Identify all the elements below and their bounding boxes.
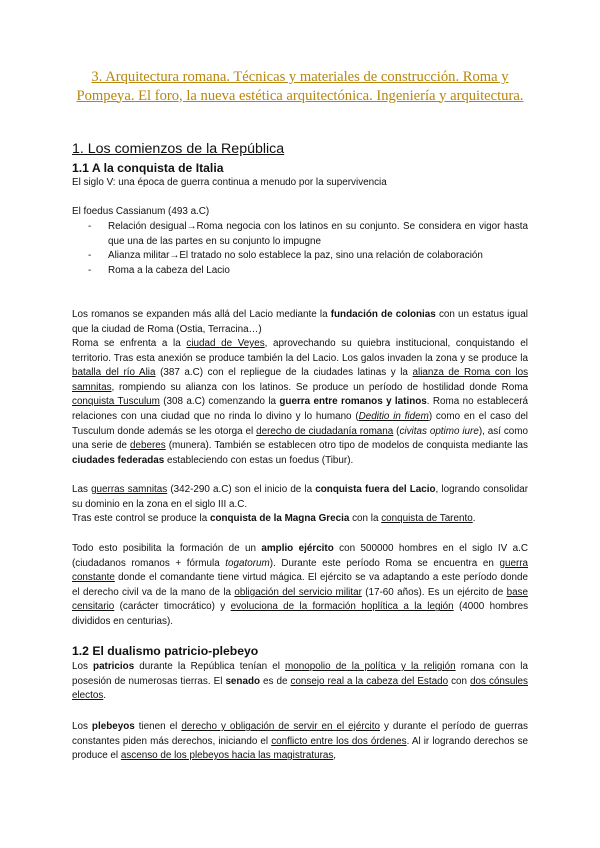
ejercito-paragraph: Todo esto posibilita la formación de un amplio ejército con 500000 hombres en el siglo IV a.C (ciudadanos romanos + fórmula togatorum). Durante este período Roma se encuentra en guerra constante donde el comandante tiene virtud mágica. El ejército se va adaptando a este período donde el derecho civil va de la mano de la obligación del servicio militar (17-60 años). Es un ejército de base censitario (carácter timocrático) y evoluciona de la formación hoplítica a la legión (4000 hombres divididos en centurias). [72,543,529,627]
document-title: 3. Arquitectura romana. Técnicas y materiales de construcción. Roma y Pompeya. El foro, la nueva estética arquitectónica. Ingeniería y arquitectura. [76,69,524,104]
list-item: - Relación desigual→Roma negocia con los latinos en su conjunto. Se considera en vigor hasta que una de las partes en su conjunto lo impugne [88,220,528,249]
colonias-paragraph: Los romanos se expanden más allá del Lacio mediante la fundación de colonias con un estatus igual que la ciudad de Roma (Ostia, Terracina…) [72,309,528,335]
list-item: - Alianza militar→El tratado no solo establece la paz, sino una relación de colaboración [88,249,528,264]
foedus-list [88,220,528,278]
intro-paragraph: El siglo V: una época de guerra continua a menudo por la supervivencia [72,177,387,188]
list-item: - Roma a la cabeza del Lacio [88,264,528,279]
patricios-paragraph: Los patricios durante la República tenían el monopolio de la política y la religión romana con la posesión de numerosas tierras. El senado es de consejo real a la cabeza del Estado con dos cónsules electos. [72,661,528,702]
subsection-heading-conquista: 1.1 A la conquista de Italia [72,161,224,175]
samnitas-paragraph: Las guerras samnitas (342-290 a.C) son el inicio de la conquista fuera del Lacio, logrando consolidar su dominio en la zona en el siglo III a.C. [72,484,528,510]
plebeyos-paragraph: Los plebeyos tienen el derecho y obligación de servir en el ejército y durante el período de guerras constantes piden más derechos, iniciando el conflicto entre los dos órdenes. Al ir logrando derechos se produce el ascenso de los plebeyos hacia las magistraturas, [72,721,528,762]
section-heading: 1. Los comienzos de la República [72,141,285,157]
veyes-paragraph: Roma se enfrenta a la ciudad de Veyes, aprovechando su quiebra institucional, conquistando el territorio. Tras esta anexión se produce también la del Lacio. Los galos invaden la zona y se produce la batalla del río Alia (387 a.C) con el repliegue de la ciudades latinas y la alianza de Roma con los samnitas, rompiendo su alianza con los latinos. Se produce un período de hostilidad donde Roma conquista Tusculum (308 a.C) comenzando la guerra entre romanos y latinos. Roma no establecerá relaciones con una ciudad que no rinda lo divino y lo humano (Deditio in fidem) como en el caso del Tusculum donde además se les otorga el derecho de ciudadanía romana (civitas optimo iure), así como una serie de deberes (munera). También se establecen otro tipo de modelos de conquista mediante las ciudades federadas estableciendo con estas un foedus (Tibur). [72,338,529,466]
foedus-paragraph: El foedus Cassianum (493 a.C) [72,206,210,217]
subsection-heading-dualismo: 1.2 El dualismo patricio-plebeyo [72,644,259,658]
magna-grecia-paragraph: Tras este control se produce la conquista de la Magna Grecia con la conquista de Tarento. [72,513,476,524]
